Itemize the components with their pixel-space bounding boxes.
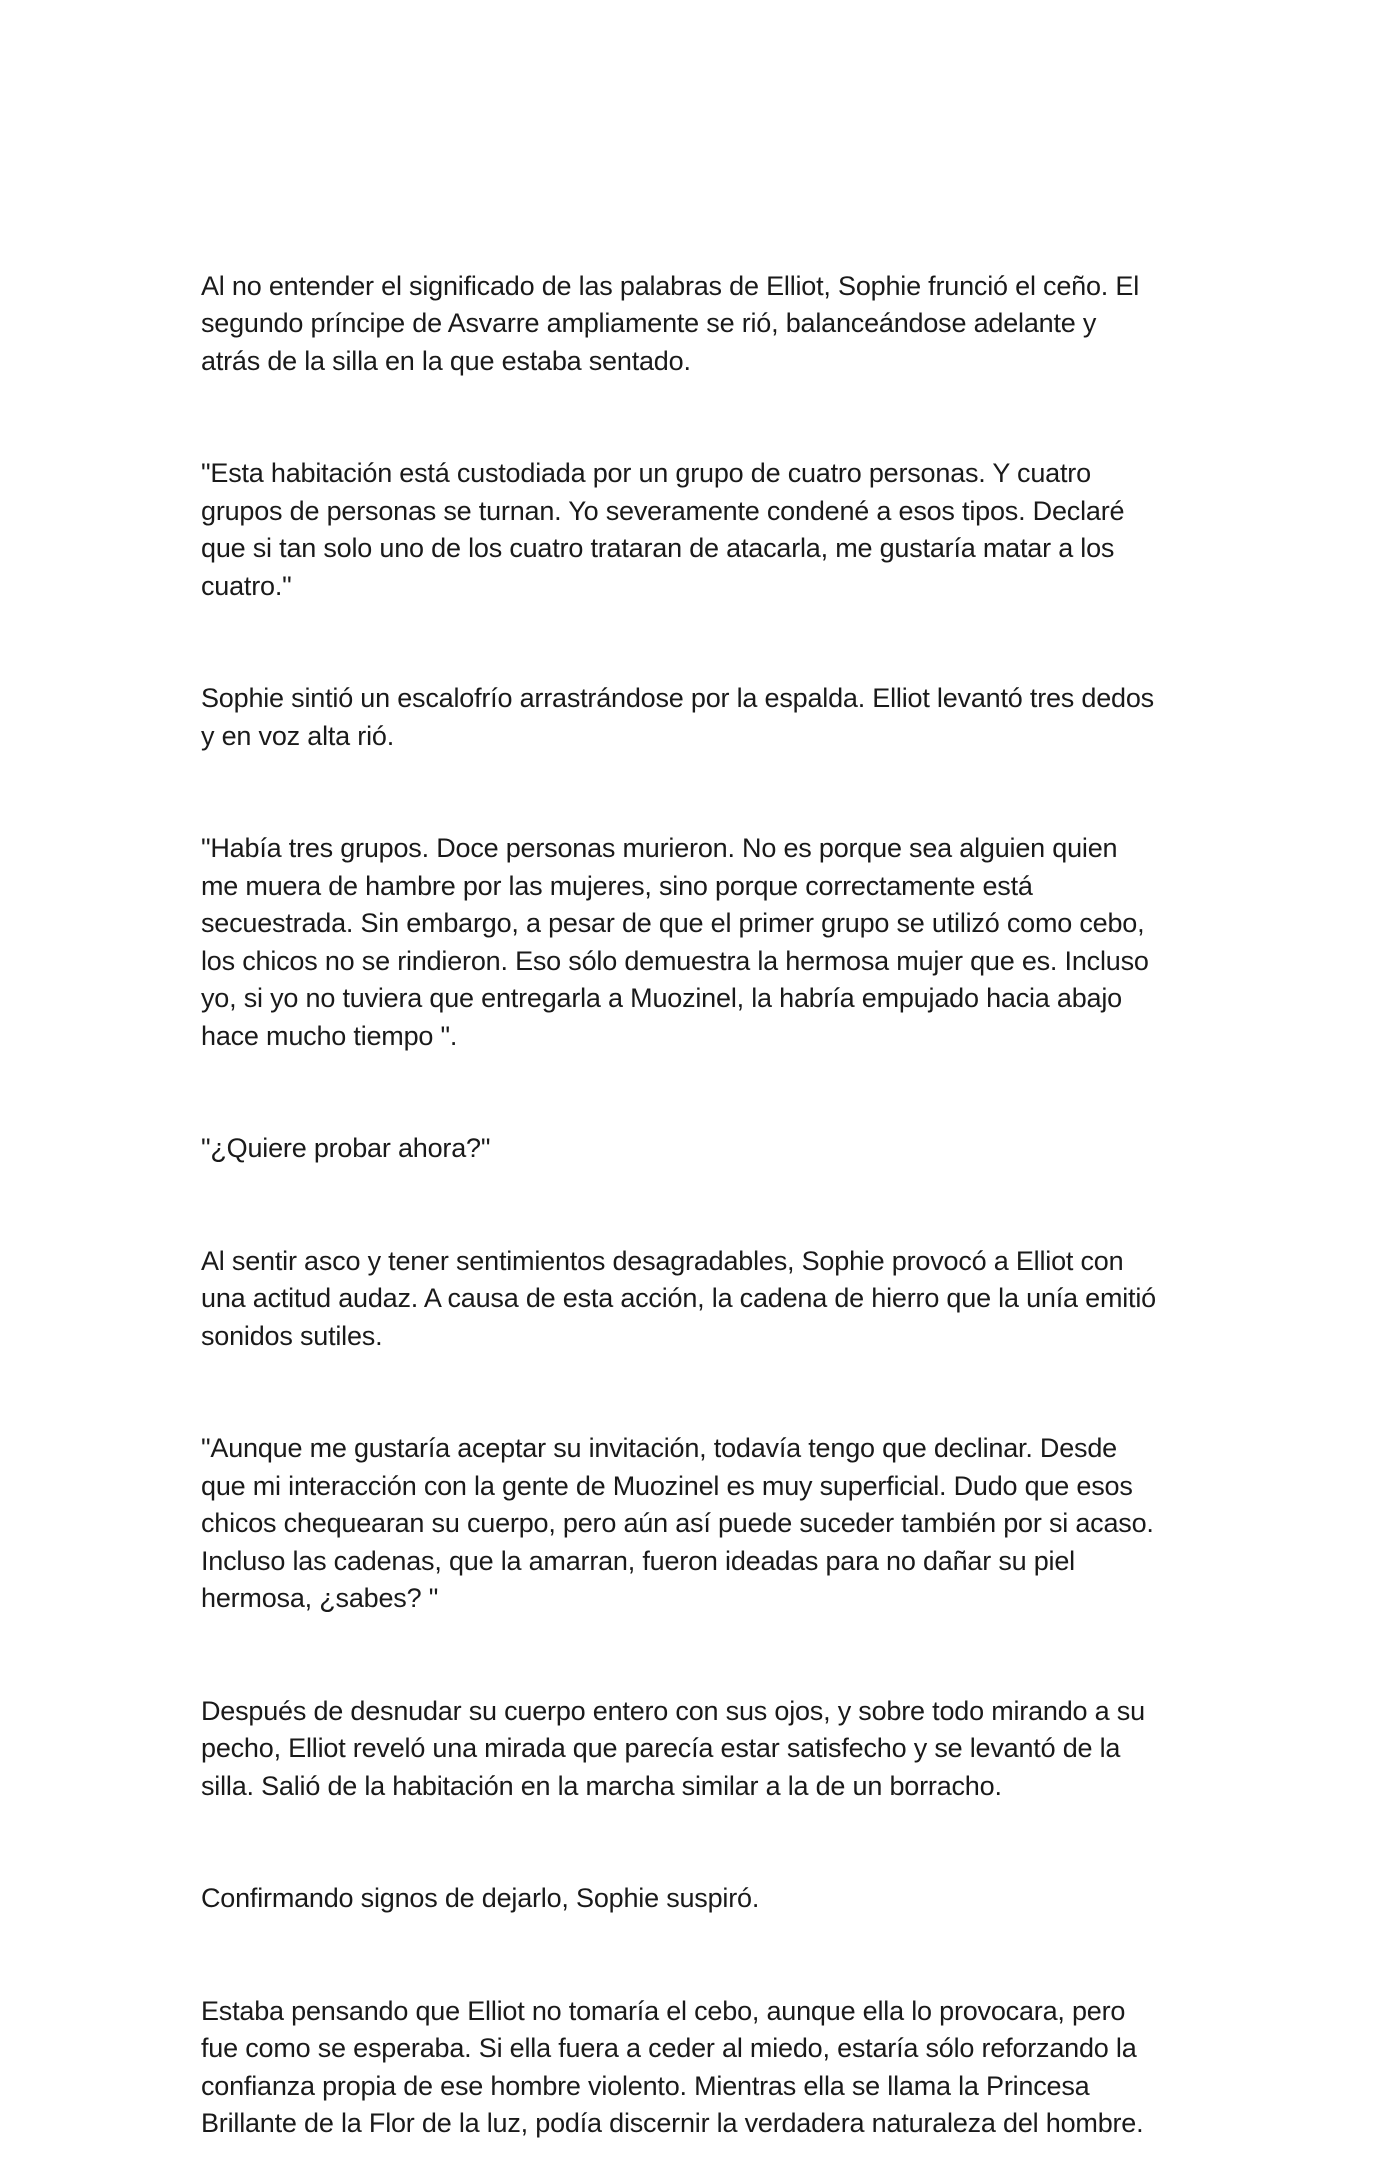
paragraph: Al sentir asco y tener sentimientos desagradables, Sophie provocó a Elliot con una actitud audaz. A causa de esta acción, la cadena de hierro que la unía emitió sonidos sutiles.	[201, 1245, 1156, 1351]
paragraph: Después de desnudar su cuerpo entero con sus ojos, y sobre todo mirando a su pecho, Elliot reveló una mirada que parecía estar satisfecho y se levantó de la silla. Salió de la habitación en la marcha similar a la de un borracho.	[201, 1695, 1145, 1801]
paragraph: Estaba pensando que Elliot no tomaría el cebo, aunque ella lo provocara, pero fue como se esperaba. Si ella fuera a ceder al miedo, estaría sólo reforzando la confianza propia de ese hombre violento. Mientras ella se llama la Princesa Brillante de la Flor de la luz, podía discernir la verdadera naturaleza del hombre.	[201, 1995, 1144, 2138]
document-body	[201, 230, 1211, 2180]
paragraph: Al no entender el significado de las palabras de Elliot, Sophie frunció el ceño. El segundo príncipe de Asvarre ampliamente se rió, balanceándose adelante y atrás de la silla en la que estaba sentado.	[201, 270, 1139, 376]
paragraph: "¿Quiere probar ahora?"	[201, 1133, 491, 1163]
paragraph: Sophie sintió un escalofrío arrastrándose por la espalda. Elliot levantó tres dedos y en voz alta rió.	[201, 683, 1154, 751]
paragraph: "Había tres grupos. Doce personas murieron. No es porque sea alguien quien me muera de hambre por las mujeres, sino porque correctamente está secuestrada. Sin embargo, a pesar de que el primer grupo se utilizó como cebo, los chicos no se rindieron. Eso sólo demuestra la hermosa mujer que es. Incluso yo, si yo no tuviera que entregarla a Muozinel, la habría empujado hacia abajo hace mucho tiempo ".	[201, 833, 1149, 1051]
paragraph: "Esta habitación está custodiada por un grupo de cuatro personas. Y cuatro grupos de personas se turnan. Yo severamente condené a esos tipos. Declaré que si tan solo uno de los cuatro trataran de atacarla, me gustaría matar a los cuatro."	[201, 458, 1125, 601]
paragraph: Confirmando signos de dejarlo, Sophie suspiró.	[201, 1883, 760, 1913]
paragraph: "Aunque me gustaría aceptar su invitación, todavía tengo que declinar. Desde que mi interacción con la gente de Muozinel es muy superficial. Dudo que esos chicos chequearan su cuerpo, pero aún así puede suceder también por si acaso. Incluso las cadenas, que la amarran, fueron ideadas para no dañar su piel hermosa, ¿sabes? "	[201, 1433, 1154, 1613]
